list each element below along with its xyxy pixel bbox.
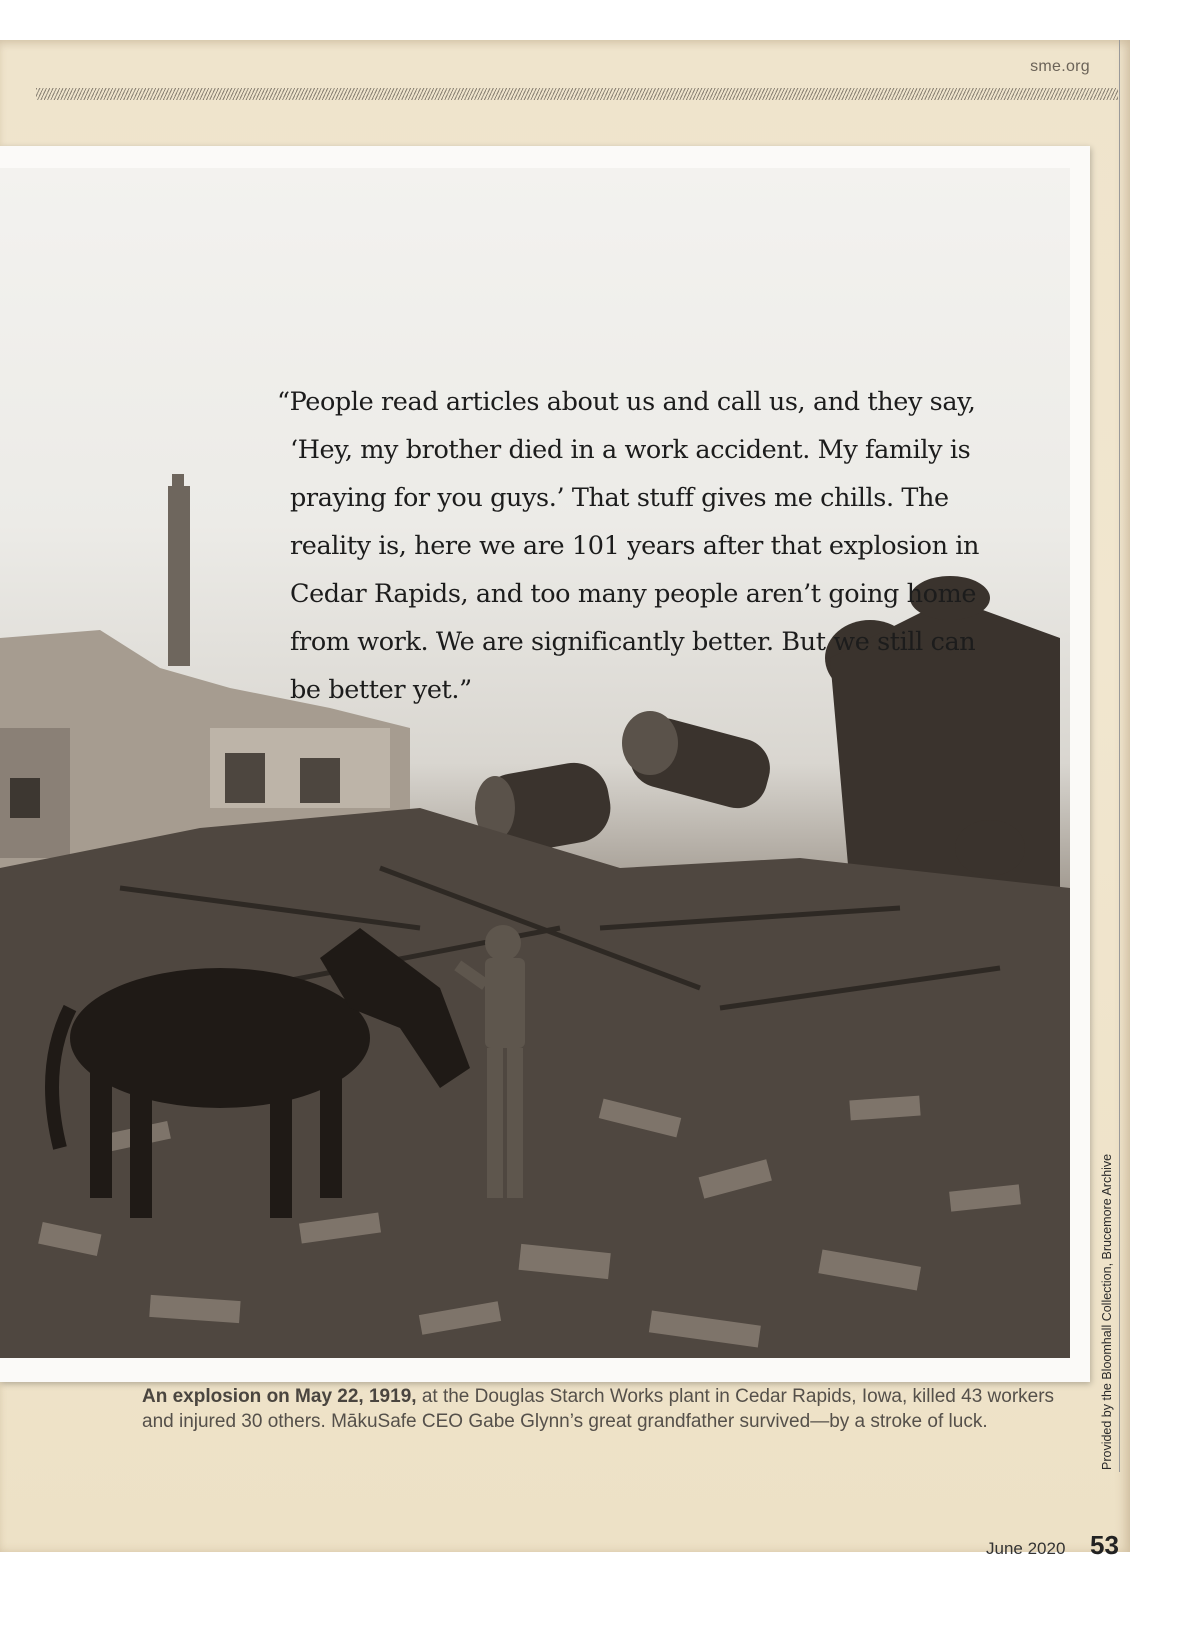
historic-explosion-photo bbox=[0, 168, 1070, 1358]
hatched-divider bbox=[36, 88, 1118, 100]
site-url: sme.org bbox=[1030, 58, 1090, 75]
photo-frame bbox=[0, 146, 1090, 1382]
caption-lead: An explosion on May 22, 1919, bbox=[142, 1386, 417, 1407]
rubble-scene-illustration bbox=[0, 168, 1070, 1358]
caption-body: at the Douglas Starch Works plant in Cedar Rapids, Iowa, killed 43 workers and injured 30 others. MākuSafe CEO Gabe Glynn’s great grandfather survived—by a stroke of luck. bbox=[142, 1386, 1055, 1432]
photo-credit: Provided by the Bloomhall Collection, Brucemore Archive bbox=[1100, 1153, 1114, 1470]
photo-caption bbox=[142, 1384, 1062, 1434]
issue-date: June 2020 bbox=[986, 1539, 1066, 1558]
page-number: 53 bbox=[1090, 1530, 1119, 1560]
margin-rule bbox=[1119, 40, 1120, 1472]
pull-quote: “People read articles about us and call us, and they say, ‘Hey, my brother died in a work accident. My family is praying for you guys.’ That stuff gives me chills. The reality is, here we are 101 years after that explosion in Cedar Rapids, and too many people aren’t going home from work. We are significantly better. But we still can be better yet.” bbox=[277, 387, 980, 705]
